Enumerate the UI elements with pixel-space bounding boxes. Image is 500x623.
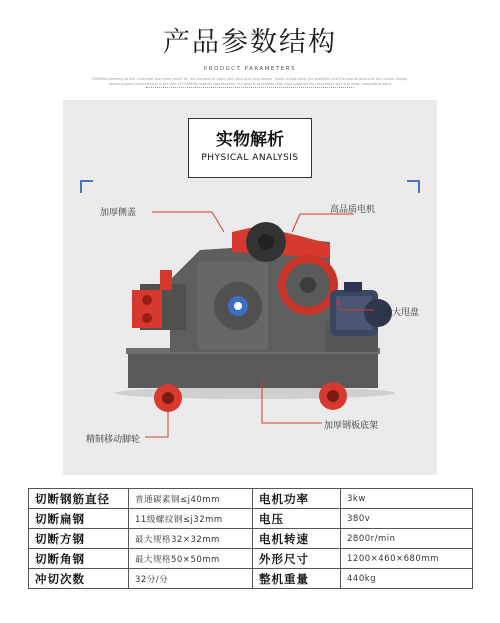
table-row <box>29 509 473 529</box>
callout-line-wheels <box>145 412 168 437</box>
spec-value: 3kw <box>341 489 473 509</box>
table-row <box>29 549 473 569</box>
caster-wheel-front-right-hub <box>327 390 339 402</box>
cutter-bolt-2 <box>142 313 152 323</box>
spec-key: 切断扁钢 <box>29 509 129 529</box>
spec-value: 380v <box>341 509 473 529</box>
spec-value: 440kg <box>341 569 473 589</box>
callout-thick-cover: 加厚侧盖 <box>100 208 137 218</box>
fine-print: FORMAN adhering to the 'customer use more value' for the purpose of apply with plus dual ring design, make outstanding the aesthetic and the overall layout of the unique design, reaching good achievement in the end of FORMAN product specification, our goal is to provide first-class products by consumers with the most competitive price <box>91 77 409 86</box>
caster-wheel-front-left-hub <box>162 392 174 404</box>
spec-value: 普通碳素钢≤j40mm <box>129 489 253 509</box>
table-row <box>29 489 473 509</box>
spec-key: 整机重量 <box>253 569 341 589</box>
spec-key: 外形尺寸 <box>253 549 341 569</box>
callout-base: 加厚钢板底架 <box>324 421 379 431</box>
cutter-bolt-1 <box>142 295 152 305</box>
page-subtitle: PRODUCT PARAMETERS <box>203 66 297 72</box>
spec-key: 切断角钢 <box>29 549 129 569</box>
spec-key: 电压 <box>253 509 341 529</box>
spec-key: 切断钢筋直径 <box>29 489 129 509</box>
callout-flywheel: 加重大甩盘 <box>374 308 420 318</box>
spec-key: 切断方钢 <box>29 529 129 549</box>
spec-value: 最大规格32×32mm <box>129 529 253 549</box>
flywheel-center <box>300 277 316 293</box>
callout-line-cover <box>152 212 224 232</box>
spec-value: 1200×460×680mm <box>341 549 473 569</box>
spec-key: 电机功率 <box>253 489 341 509</box>
flywheel-hub <box>258 234 274 250</box>
spec-value: 2800r/min <box>341 529 473 549</box>
section-title: 实物解析 <box>216 130 284 150</box>
page-title: 产品参数结构 <box>163 27 337 58</box>
callout-motor: 高品质电机 <box>330 205 376 215</box>
callout-wheels: 精制移动脚轮 <box>86 435 141 445</box>
gear-logo-center <box>234 302 242 310</box>
base-frame <box>128 352 378 388</box>
spec-value: 最大规格50×50mm <box>129 549 253 569</box>
spec-value: 32分/分 <box>129 569 253 589</box>
spec-key: 冲切次数 <box>29 569 129 589</box>
cutter-side-plate <box>160 270 172 290</box>
spec-value: 11级螺纹钢≤j32mm <box>129 509 253 529</box>
spec-table <box>28 488 473 589</box>
section-subtitle: PHYSICAL ANALYSIS <box>201 153 299 163</box>
callout-line-motor <box>292 214 354 232</box>
spec-key: 电机转速 <box>253 529 341 549</box>
motor-terminal-box <box>344 282 362 292</box>
table-row <box>29 529 473 549</box>
table-row <box>29 569 473 589</box>
